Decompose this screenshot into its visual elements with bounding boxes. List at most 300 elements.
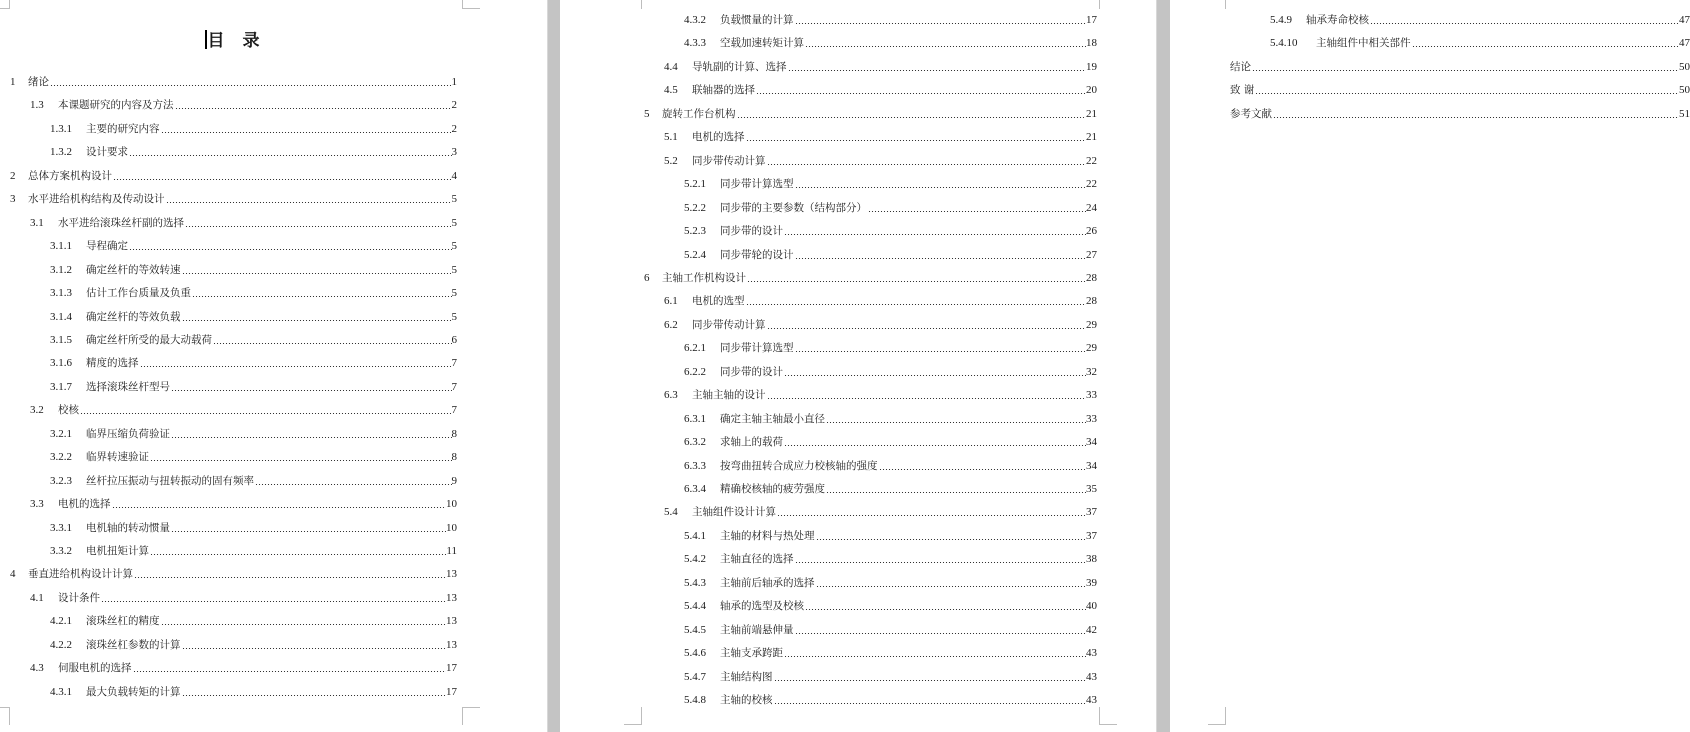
toc-entry-title: 水平进给机构结构及传动设计 xyxy=(28,193,165,205)
toc-entry-title: 本课题研究的内容及方法 xyxy=(58,99,174,111)
toc-entry[interactable] xyxy=(684,595,1097,613)
dot-leader xyxy=(50,85,452,86)
toc-entry[interactable] xyxy=(684,9,1097,27)
toc-entry[interactable] xyxy=(30,212,457,230)
toc-entry-number: 5.4.7 xyxy=(684,671,706,683)
toc-entry[interactable] xyxy=(50,634,457,652)
page-gap xyxy=(1156,0,1171,732)
toc-entry-page-number: 47 xyxy=(1679,37,1690,49)
toc-entry-page-number: 5 xyxy=(451,264,457,276)
toc-entry-page-number: 8 xyxy=(451,451,457,463)
toc-entry-title: 参考文献 xyxy=(1230,108,1272,120)
toc-entry-number: 3.1.4 xyxy=(50,311,72,323)
toc-entry-title: 绪论 xyxy=(28,76,49,88)
toc-entry-number: 3 xyxy=(10,193,16,205)
dot-leader xyxy=(774,680,1087,681)
toc-entry-page-number: 2 xyxy=(451,99,457,111)
toc-entry-page-number: 33 xyxy=(1086,389,1097,401)
margin-corner-mark xyxy=(624,0,642,9)
toc-entry-page-number: 17 xyxy=(446,686,457,698)
toc-entry-number: 3.1.7 xyxy=(50,381,72,393)
toc-entry[interactable] xyxy=(664,501,1097,519)
toc-entry-number: 3.1 xyxy=(30,217,44,229)
toc-entry[interactable] xyxy=(684,666,1097,684)
dot-leader xyxy=(746,140,1087,141)
toc-entry-number: 4.3.3 xyxy=(684,37,706,49)
toc-entry[interactable] xyxy=(50,306,457,324)
toc-entry-number: 1.3.2 xyxy=(50,146,72,158)
dot-leader xyxy=(171,390,452,391)
toc-entry[interactable] xyxy=(50,329,457,347)
toc-entry-number: 5.4.1 xyxy=(684,530,706,542)
toc-entry[interactable] xyxy=(684,32,1097,50)
toc-entry-number: 5 xyxy=(644,108,650,120)
toc-entry-title: 电机的选型 xyxy=(692,295,745,307)
toc-entry-number: 3.1.5 xyxy=(50,334,72,346)
dot-leader xyxy=(805,46,1086,47)
toc-entry[interactable] xyxy=(684,689,1097,707)
toc-entry[interactable] xyxy=(1230,56,1690,74)
margin-corner-mark xyxy=(1099,0,1117,9)
toc-entry-page-number: 39 xyxy=(1086,577,1097,589)
toc-entry[interactable] xyxy=(664,314,1097,332)
toc-entry-title: 空载加速转矩计算 xyxy=(720,37,804,49)
toc-entry-page-number: 40 xyxy=(1086,600,1097,612)
margin-corner-mark xyxy=(462,0,480,9)
toc-entry-page-number: 22 xyxy=(1086,178,1097,190)
toc-entry-number: 5.2.3 xyxy=(684,225,706,237)
toc-entry[interactable] xyxy=(664,150,1097,168)
dot-leader xyxy=(192,296,452,297)
toc-entry-number: 5.4.5 xyxy=(684,624,706,636)
toc-entry-page-number: 38 xyxy=(1086,553,1097,565)
toc-entry-number: 6.2.2 xyxy=(684,366,706,378)
toc-entry-page-number: 1 xyxy=(451,76,457,88)
toc-entry-title: 电机轴的转动惯量 xyxy=(86,522,170,534)
dot-leader xyxy=(185,226,452,227)
dot-leader xyxy=(784,375,1086,376)
toc-entry[interactable] xyxy=(684,431,1097,449)
toc-entry-number: 6 xyxy=(644,272,650,284)
dot-leader xyxy=(767,164,1087,165)
toc-entry-number: 6.3.4 xyxy=(684,483,706,495)
dot-leader xyxy=(150,554,446,555)
toc-entry-title: 联轴器的选择 xyxy=(692,84,755,96)
dot-leader xyxy=(166,202,452,203)
toc-entry-title: 主轴前后轴承的选择 xyxy=(720,577,815,589)
toc-entry-page-number: 43 xyxy=(1086,694,1097,706)
toc-entry-page-number: 35 xyxy=(1086,483,1097,495)
toc-entry-number: 3.2.2 xyxy=(50,451,72,463)
toc-entry-page-number: 22 xyxy=(1086,155,1097,167)
toc-entry-title: 主轴组件中相关部件 xyxy=(1316,37,1411,49)
dot-leader xyxy=(777,515,1086,516)
toc-entry-number: 5.2.1 xyxy=(684,178,706,190)
toc-entry-page-number: 11 xyxy=(446,545,457,557)
toc-entry[interactable] xyxy=(50,423,457,441)
toc-entry[interactable] xyxy=(50,282,457,300)
toc-entry-number: 4.4 xyxy=(664,61,678,73)
toc-entry[interactable] xyxy=(50,610,457,628)
dot-leader xyxy=(129,155,452,156)
dot-leader xyxy=(133,671,447,672)
dot-leader xyxy=(1370,23,1679,24)
toc-entry-page-number: 17 xyxy=(446,662,457,674)
toc-entry-title: 同步带的设计 xyxy=(720,225,783,237)
toc-entry-title: 主轴组件设计计算 xyxy=(692,506,776,518)
dot-leader xyxy=(140,366,452,367)
toc-entry[interactable] xyxy=(1270,32,1690,50)
toc-entry-title: 结论 xyxy=(1230,61,1251,73)
toc-entry-page-number: 42 xyxy=(1086,624,1097,636)
text-cursor xyxy=(205,30,207,49)
toc-entry-page-number: 13 xyxy=(446,639,457,651)
toc-entry-number: 4.3.1 xyxy=(50,686,72,698)
toc-entry-title: 同步带传动计算 xyxy=(692,155,766,167)
toc-entry-title: 按弯曲扭转合成应力校核轴的强度 xyxy=(720,460,878,472)
toc-entry[interactable] xyxy=(10,165,457,183)
toc-entry-number: 5.1 xyxy=(664,131,678,143)
dot-leader xyxy=(826,492,1086,493)
toc-entry-title: 主轴的校核 xyxy=(720,694,773,706)
toc-entry[interactable] xyxy=(664,56,1097,74)
toc-entry-page-number: 8 xyxy=(451,428,457,440)
toc-entry[interactable] xyxy=(30,587,457,605)
toc-entry-title: 确定丝杆所受的最大动载荷 xyxy=(86,334,212,346)
toc-entry[interactable] xyxy=(664,290,1097,308)
toc-entry-title: 确定丝杆的等效转速 xyxy=(86,264,181,276)
toc-entry-page-number: 33 xyxy=(1086,413,1097,425)
toc-entry-number: 6.2 xyxy=(664,319,678,331)
toc-entry-number: 4.5 xyxy=(664,84,678,96)
dot-leader xyxy=(788,70,1087,71)
toc-entry-number: 4.2.2 xyxy=(50,639,72,651)
toc-entry[interactable] xyxy=(644,267,1097,285)
toc-entry-page-number: 4 xyxy=(451,170,457,182)
toc-entry-title: 主要的研究内容 xyxy=(86,123,160,135)
toc-entry-title: 导轨副的计算、选择 xyxy=(692,61,787,73)
toc-entry[interactable] xyxy=(684,408,1097,426)
toc-entry-page-number: 24 xyxy=(1086,202,1097,214)
toc-entry-page-number: 5 xyxy=(451,240,457,252)
document-page-1[interactable] xyxy=(0,0,547,732)
toc-entry-title: 同步带的设计 xyxy=(720,366,783,378)
toc-entry-page-number: 13 xyxy=(446,615,457,627)
toc-entry-number: 6.2.1 xyxy=(684,342,706,354)
toc-entry[interactable] xyxy=(664,126,1097,144)
toc-entry[interactable] xyxy=(644,103,1097,121)
toc-entry-title: 总体方案机构设计 xyxy=(28,170,112,182)
toc-entry[interactable] xyxy=(664,79,1097,97)
toc-entry[interactable] xyxy=(664,384,1097,402)
toc-entry[interactable] xyxy=(50,352,457,370)
toc-entry-page-number: 50 xyxy=(1679,61,1690,73)
dot-leader xyxy=(150,460,452,461)
toc-entry-page-number: 7 xyxy=(451,404,457,416)
toc-entry-title: 轴承的选型及校核 xyxy=(720,600,804,612)
toc-entry-title: 电机扭矩计算 xyxy=(86,545,149,557)
toc-entry-title: 同步带计算选型 xyxy=(720,342,794,354)
toc-entry-number: 4.3.2 xyxy=(684,14,706,26)
dot-leader xyxy=(255,484,452,485)
dot-leader xyxy=(795,23,1087,24)
dot-leader xyxy=(816,586,1087,587)
dot-leader xyxy=(767,398,1087,399)
toc-entry-page-number: 6 xyxy=(451,334,457,346)
toc-heading[interactable]: 目 录 xyxy=(0,26,470,51)
toc-entry-number: 5.4.2 xyxy=(684,553,706,565)
dot-leader xyxy=(101,601,446,602)
dot-leader xyxy=(816,539,1087,540)
toc-entry-page-number: 5 xyxy=(451,287,457,299)
toc-entry[interactable] xyxy=(1270,9,1690,27)
toc-entry[interactable] xyxy=(30,399,457,417)
toc-entry-page-number: 10 xyxy=(446,522,457,534)
toc-entry[interactable] xyxy=(684,197,1097,215)
toc-entry-page-number: 10 xyxy=(446,498,457,510)
toc-entry-page-number: 7 xyxy=(451,357,457,369)
dot-leader xyxy=(175,108,452,109)
toc-entry[interactable] xyxy=(1230,103,1690,121)
toc-entry-title: 水平进给滚珠丝杆副的选择 xyxy=(58,217,184,229)
toc-entry-page-number: 20 xyxy=(1086,84,1097,96)
toc-entry-page-number: 37 xyxy=(1086,506,1097,518)
toc-entry-page-number: 27 xyxy=(1086,249,1097,261)
toc-entry-title: 主轴结构图 xyxy=(720,671,773,683)
dot-leader xyxy=(182,695,447,696)
toc-entry-page-number: 2 xyxy=(451,123,457,135)
dot-leader xyxy=(767,328,1087,329)
toc-entry[interactable] xyxy=(684,455,1097,473)
toc-entry-number: 5.4.3 xyxy=(684,577,706,589)
document-page-3[interactable] xyxy=(1170,0,1690,732)
toc-entry[interactable] xyxy=(50,376,457,394)
toc-entry-number: 2 xyxy=(10,170,16,182)
toc-entry-page-number: 17 xyxy=(1086,14,1097,26)
dot-leader xyxy=(171,437,452,438)
toc-entry-title: 致 谢 xyxy=(1230,84,1255,96)
toc-entry-number: 3.2.1 xyxy=(50,428,72,440)
toc-entry-title: 确定主轴主轴最小直径 xyxy=(720,413,825,425)
toc-entry-title: 垂直进给机构设计计算 xyxy=(28,568,133,580)
toc-entry-page-number: 3 xyxy=(451,146,457,158)
toc-entry-page-number: 37 xyxy=(1086,530,1097,542)
toc-entry-page-number: 26 xyxy=(1086,225,1097,237)
toc-entry-number: 6.3 xyxy=(664,389,678,401)
toc-entry-title: 主轴主轴的设计 xyxy=(692,389,766,401)
margin-corner-mark xyxy=(1099,707,1117,725)
toc-entry[interactable] xyxy=(684,361,1097,379)
toc-entry[interactable] xyxy=(50,259,457,277)
toc-entry-number: 6.3.1 xyxy=(684,413,706,425)
dot-leader xyxy=(774,703,1087,704)
toc-entry-page-number: 5 xyxy=(451,193,457,205)
toc-entry-number: 4 xyxy=(10,568,16,580)
toc-entry-title: 确定丝杆的等效负载 xyxy=(86,311,181,323)
toc-entry-page-number: 28 xyxy=(1086,272,1097,284)
toc-entry-title: 轴承寿命校核 xyxy=(1306,14,1369,26)
toc-entry[interactable] xyxy=(50,517,457,535)
toc-entry-number: 3.2 xyxy=(30,404,44,416)
page-gap xyxy=(547,0,561,732)
dot-leader xyxy=(134,577,446,578)
toc-entry-number: 3.3.1 xyxy=(50,522,72,534)
toc-entry-title: 电机的选择 xyxy=(692,131,745,143)
toc-entry-number: 5.4.10 xyxy=(1270,37,1298,49)
toc-entry-page-number: 51 xyxy=(1679,108,1690,120)
toc-entry[interactable] xyxy=(684,548,1097,566)
toc-entry-page-number: 47 xyxy=(1679,14,1690,26)
toc-entry-page-number: 5 xyxy=(451,217,457,229)
toc-entry-page-number: 13 xyxy=(446,592,457,604)
margin-corner-mark xyxy=(0,0,10,9)
dot-leader xyxy=(747,281,1086,282)
toc-entry-number: 6.3.3 xyxy=(684,460,706,472)
toc-entry-number: 1.3.1 xyxy=(50,123,72,135)
dot-leader xyxy=(182,648,447,649)
toc-entry[interactable] xyxy=(50,141,457,159)
toc-entry-page-number: 18 xyxy=(1086,37,1097,49)
margin-corner-mark xyxy=(0,707,10,725)
dot-leader xyxy=(129,249,452,250)
dot-leader xyxy=(879,469,1087,470)
toc-entry[interactable] xyxy=(10,563,457,581)
toc-entry[interactable] xyxy=(50,235,457,253)
toc-entry-number: 4.2.1 xyxy=(50,615,72,627)
dot-leader xyxy=(1255,93,1679,94)
toc-entry[interactable] xyxy=(50,118,457,136)
toc-entry-page-number: 28 xyxy=(1086,295,1097,307)
toc-entry-number: 6.3.2 xyxy=(684,436,706,448)
toc-entry[interactable] xyxy=(50,446,457,464)
toc-entry-title: 主轴工作机构设计 xyxy=(662,272,746,284)
toc-entry-number: 5.2.4 xyxy=(684,249,706,261)
toc-entry-number: 5.4.4 xyxy=(684,600,706,612)
dot-leader xyxy=(112,507,447,508)
toc-entry-title: 滚珠丝杠参数的计算 xyxy=(86,639,181,651)
dot-leader xyxy=(161,624,447,625)
toc-entry-title: 临界转速验证 xyxy=(86,451,149,463)
toc-entry[interactable] xyxy=(684,619,1097,637)
dot-leader xyxy=(805,609,1086,610)
toc-entry-page-number: 34 xyxy=(1086,460,1097,472)
margin-corner-mark xyxy=(462,707,480,725)
toc-entry[interactable] xyxy=(684,337,1097,355)
dot-leader xyxy=(1252,70,1679,71)
toc-entry-number: 5.4 xyxy=(664,506,678,518)
toc-entry[interactable] xyxy=(684,572,1097,590)
toc-entry-number: 6.1 xyxy=(664,295,678,307)
toc-entry[interactable] xyxy=(10,188,457,206)
toc-entry-number: 5.4.8 xyxy=(684,694,706,706)
toc-entry-number: 5.2 xyxy=(664,155,678,167)
toc-entry-title: 临界压缩负荷验证 xyxy=(86,428,170,440)
dot-leader xyxy=(171,531,446,532)
toc-entry-title: 伺服电机的选择 xyxy=(58,662,132,674)
toc-entry[interactable] xyxy=(684,478,1097,496)
dot-leader xyxy=(784,656,1086,657)
toc-entry-number: 5.4.9 xyxy=(1270,14,1292,26)
toc-entry-title: 主轴前端悬伸量 xyxy=(720,624,794,636)
toc-entry[interactable] xyxy=(50,681,457,699)
dot-leader xyxy=(213,343,452,344)
toc-entry-number: 4.1 xyxy=(30,592,44,604)
toc-entry-title: 负载惯量的计算 xyxy=(720,14,794,26)
toc-entry-title: 主轴直径的选择 xyxy=(720,553,794,565)
dot-leader xyxy=(756,93,1086,94)
toc-entry-number: 1.3 xyxy=(30,99,44,111)
toc-entry-page-number: 32 xyxy=(1086,366,1097,378)
toc-entry[interactable] xyxy=(1230,79,1690,97)
toc-entry-number: 3.1.3 xyxy=(50,287,72,299)
toc-entry[interactable] xyxy=(50,540,457,558)
toc-entry[interactable] xyxy=(50,470,457,488)
toc-entry-number: 3.1.1 xyxy=(50,240,72,252)
toc-entry-title: 求轴上的载荷 xyxy=(720,436,783,448)
toc-entry[interactable] xyxy=(30,94,457,112)
dot-leader xyxy=(784,445,1086,446)
dot-leader xyxy=(795,187,1087,188)
toc-entry[interactable] xyxy=(684,244,1097,262)
toc-entry[interactable] xyxy=(684,220,1097,238)
toc-entry-title: 旋转工作台机构 xyxy=(662,108,736,120)
dot-leader xyxy=(868,211,1086,212)
margin-corner-mark xyxy=(1208,707,1226,725)
dot-leader xyxy=(795,258,1087,259)
toc-entry-title: 滚珠丝杠的精度 xyxy=(86,615,160,627)
document-page-2[interactable] xyxy=(560,0,1156,732)
toc-entry-number: 3.2.3 xyxy=(50,475,72,487)
dot-leader xyxy=(795,633,1087,634)
dot-leader xyxy=(161,132,452,133)
toc-entry[interactable] xyxy=(30,493,457,511)
toc-entry-page-number: 50 xyxy=(1679,84,1690,96)
toc-entry-number: 1 xyxy=(10,76,16,88)
toc-entry-page-number: 7 xyxy=(451,381,457,393)
toc-entry-title: 最大负载转矩的计算 xyxy=(86,686,181,698)
dot-leader xyxy=(737,117,1087,118)
toc-entry-page-number: 21 xyxy=(1086,108,1097,120)
toc-entry-number: 3.1.6 xyxy=(50,357,72,369)
toc-entry[interactable] xyxy=(684,642,1097,660)
dot-leader xyxy=(182,320,452,321)
toc-entry-title: 设计条件 xyxy=(58,592,100,604)
toc-entry-page-number: 29 xyxy=(1086,319,1097,331)
toc-entry-page-number: 43 xyxy=(1086,647,1097,659)
dot-leader xyxy=(182,273,452,274)
toc-entry-number: 5.4.6 xyxy=(684,647,706,659)
dot-leader xyxy=(746,304,1087,305)
dot-leader xyxy=(795,351,1087,352)
toc-entry-page-number: 13 xyxy=(446,568,457,580)
toc-entry-title: 主轴的材料与热处理 xyxy=(720,530,815,542)
toc-entry[interactable] xyxy=(30,657,457,675)
toc-entry-title: 同步带的主要参数（结构部分） xyxy=(720,202,867,214)
toc-entry-title: 电机的选择 xyxy=(58,498,111,510)
toc-entry-page-number: 34 xyxy=(1086,436,1097,448)
toc-entry-number: 4.3 xyxy=(30,662,44,674)
toc-entry-page-number: 5 xyxy=(451,311,457,323)
dot-leader xyxy=(826,422,1086,423)
dot-leader xyxy=(113,179,452,180)
toc-entry[interactable] xyxy=(10,71,457,89)
toc-entry-number: 3.3.2 xyxy=(50,545,72,557)
toc-entry[interactable] xyxy=(684,173,1097,191)
toc-entry-page-number: 19 xyxy=(1086,61,1097,73)
toc-entry-page-number: 29 xyxy=(1086,342,1097,354)
toc-entry[interactable] xyxy=(684,525,1097,543)
toc-entry-title: 精确校核轴的疲劳强度 xyxy=(720,483,825,495)
